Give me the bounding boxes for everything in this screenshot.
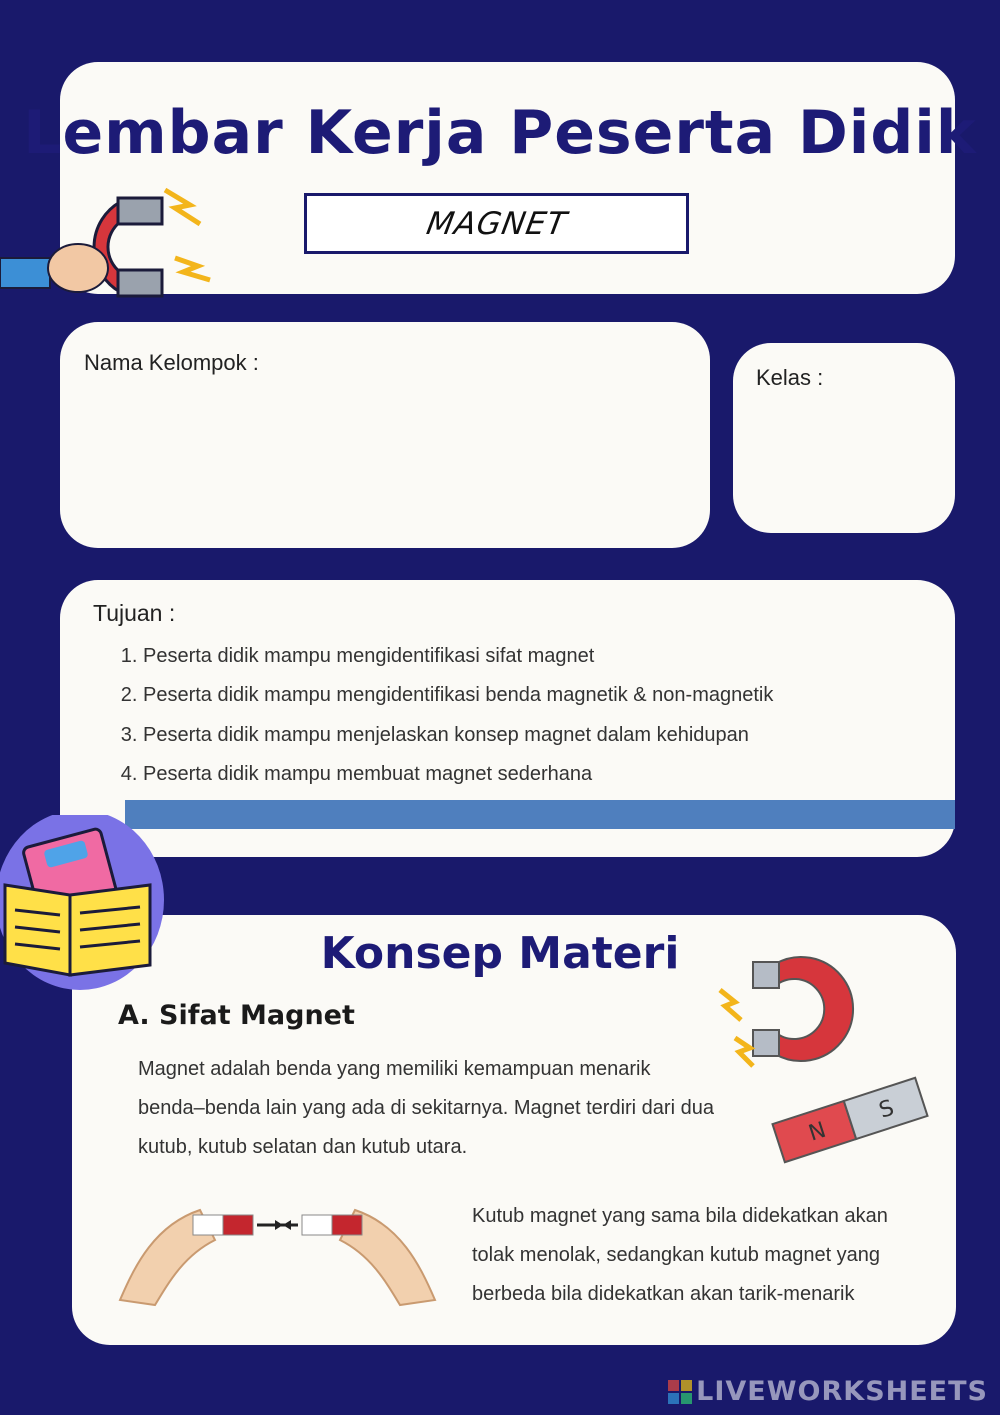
goals-heading: Tujuan :	[93, 600, 176, 626]
north-pole-label: N	[805, 1117, 830, 1147]
magnet-definition-text: Magnet adalah benda yang memiliki kemampuan menarik benda–benda lain yang ada di sekitarnya. Magnet terdiri dari dua kutub, kutub selatan dan kutub utara.	[138, 1058, 714, 1158]
topic-box	[304, 193, 689, 254]
goal-item: 2. Peserta didik mampu mengidentifikasi benda magnetik & non-magnetik	[143, 680, 903, 719]
group-name-label: Nama Kelompok :	[84, 350, 259, 375]
south-pole-label: S	[876, 1095, 898, 1124]
magnet-poles-text: Kutub magnet yang sama bila didekatkan akan tolak menolak, sedangkan kutub magnet yang berbeda bila didekatkan akan tarik-menarik	[472, 1205, 888, 1305]
hand-magnet-illustration	[0, 180, 230, 310]
hands-magnets-illustration	[115, 1195, 440, 1310]
goal-divider-bar	[125, 800, 955, 829]
concept-title: Konsep Materi	[320, 928, 680, 979]
liveworksheets-logo-icon	[668, 1380, 692, 1404]
magnets-illustration	[695, 950, 935, 1165]
goal-item: 1. Peserta didik mampu mengidentifikasi sifat magnet	[143, 641, 903, 680]
liveworksheets-watermark	[668, 1376, 988, 1407]
class-label: Kelas :	[756, 365, 824, 390]
goal-item: 3. Peserta didik mampu menjelaskan konsep magnet dalam kehidupan	[143, 720, 903, 759]
watermark-text: LIVEWORKSHEETS	[696, 1376, 988, 1407]
worksheet-title: Lembar Kerja Peserta Didik	[23, 98, 977, 168]
goal-item: 4. Peserta didik mampu membuat magnet sederhana	[143, 759, 903, 798]
topic-text: MAGNET	[423, 205, 570, 242]
goals-list	[105, 641, 903, 798]
section-heading: A. Sifat Magnet	[118, 1000, 355, 1031]
